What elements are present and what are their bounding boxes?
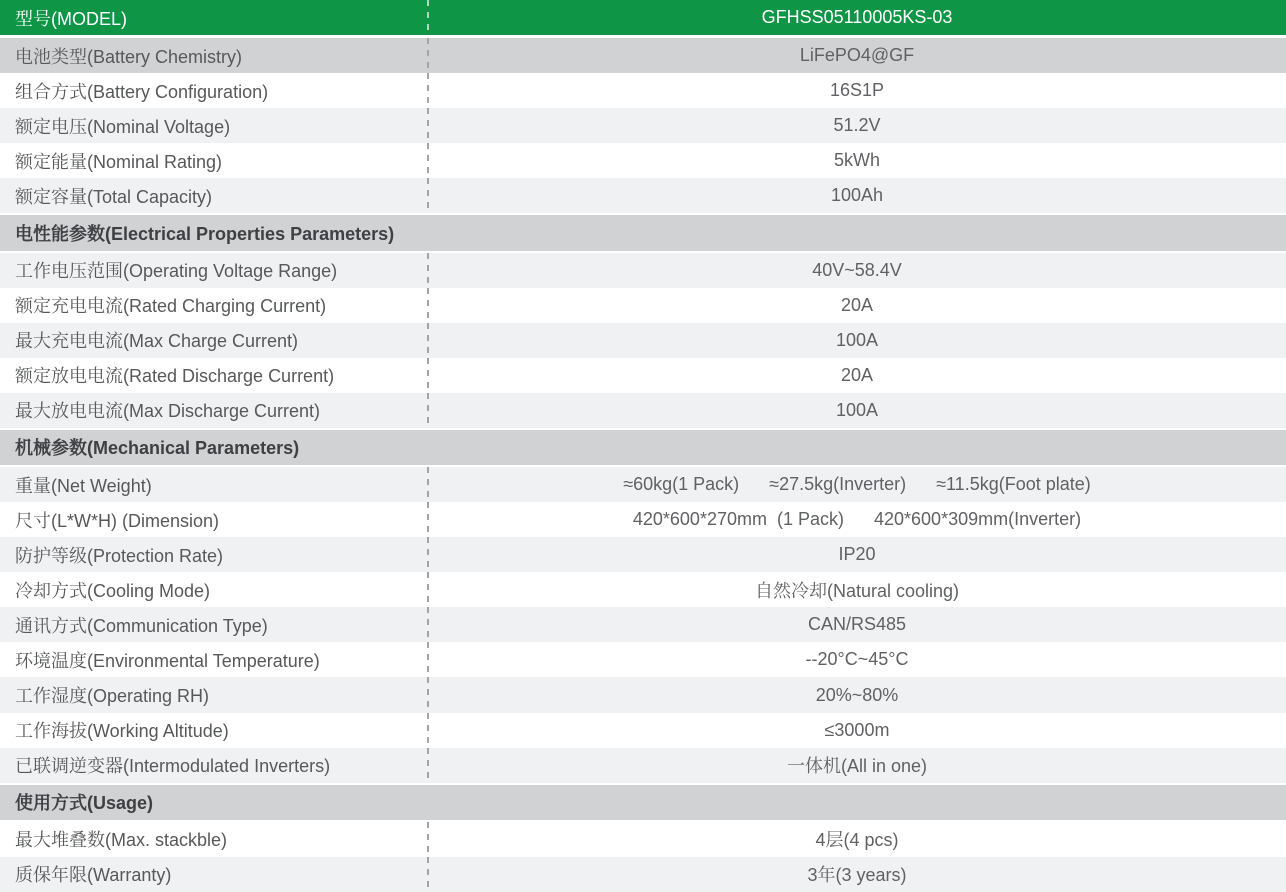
row-value: 40V~58.4V [428,253,1286,288]
row-value: 16S1P [428,73,1286,108]
row-label: 质保年限(Warranty) [15,865,172,886]
row-value: 100Ah [428,178,1286,213]
row-net-weight [0,467,1286,502]
row-value: IP20 [428,537,1286,572]
model-label: 型号(MODEL) [15,8,127,29]
row-dimension [0,502,1286,537]
row-max-discharge-current [0,393,1286,428]
section-title: 使用方式(Usage) [15,793,154,814]
row-working-altitude [0,713,1286,748]
row-label: 电池类型(Battery Chemistry) [15,46,243,67]
section-electrical-parameters [0,213,1286,252]
row-label: 最大堆叠数(Max. stackble) [15,830,228,851]
row-battery-chemistry [0,38,1286,73]
row-label: 最大充电电流(Max Charge Current) [15,331,299,352]
row-protection-rate [0,537,1286,572]
row-rated-discharge-current [0,358,1286,393]
row-rated-charging-current [0,288,1286,323]
row-value: 20A [428,358,1286,393]
row-value: 51.2V [428,108,1286,143]
row-nominal-voltage [0,108,1286,143]
row-value: 100A [428,393,1286,428]
row-label: 尺寸(L*W*H) (Dimension) [15,510,220,531]
row-value: 100A [428,323,1286,358]
row-label: 额定能量(Nominal Rating) [15,151,223,172]
row-battery-configuration [0,73,1286,108]
row-label: 组合方式(Battery Configuration) [15,81,269,102]
row-environmental-temperature [0,642,1286,677]
row-label: 额定容量(Total Capacity) [15,186,213,207]
row-label: 工作湿度(Operating RH) [15,686,210,707]
row-label: 防护等级(Protection Rate) [15,545,224,566]
row-label: 额定电压(Nominal Voltage) [15,116,231,137]
row-max-stackable [0,822,1286,857]
model-value: GFHSS05110005KS-03 [428,0,1286,35]
row-value: --20°C~45°C [428,642,1286,677]
row-value: 420*600*270mm (1 Pack) 420*600*309mm(Inverter) [428,502,1286,537]
row-label: 额定放电电流(Rated Discharge Current) [15,366,335,387]
row-value: 20A [428,288,1286,323]
row-value: 20%~80% [428,677,1286,712]
row-intermodulated-inverters [0,748,1286,783]
row-label: 重量(Net Weight) [15,475,152,496]
section-title: 电性能参数(Electrical Properties Parameters) [15,224,395,244]
row-label: 冷却方式(Cooling Mode) [15,580,211,601]
section-usage [0,783,1286,822]
row-value: 5kWh [428,143,1286,178]
row-warranty [0,857,1286,892]
row-value: 自然冷却(Natural cooling) [428,572,1286,607]
section-title: 机械参数(Mechanical Parameters) [15,438,300,459]
row-label: 已联调逆变器(Intermodulated Inverters) [15,756,331,777]
row-label: 工作海拔(Working Altitude) [15,721,229,742]
row-communication-type [0,607,1286,642]
row-label: 额定充电电流(Rated Charging Current) [15,296,327,317]
row-label: 环境温度(Environmental Temperature) [15,650,320,671]
row-operating-voltage-range [0,253,1286,288]
row-label: 通讯方式(Communication Type) [15,615,268,636]
row-value: 3年(3 years) [428,857,1286,892]
row-value: ≈60kg(1 Pack) ≈27.5kg(Inverter) ≈11.5kg(Foot plate) [428,467,1286,502]
row-nominal-rating [0,143,1286,178]
row-total-capacity [0,178,1286,213]
section-mechanical-parameters [0,428,1286,467]
row-label: 工作电压范围(Operating Voltage Range) [15,261,338,282]
row-value: ≤3000m [428,713,1286,748]
row-operating-rh [0,677,1286,712]
row-value: CAN/RS485 [428,607,1286,642]
row-value: LiFePO4@GF [428,38,1286,73]
row-label: 最大放电电流(Max Discharge Current) [15,401,321,422]
row-model [0,0,1286,38]
row-cooling-mode [0,572,1286,607]
row-value: 一体机(All in one) [428,748,1286,783]
row-max-charge-current [0,323,1286,358]
row-value: 4层(4 pcs) [428,822,1286,857]
